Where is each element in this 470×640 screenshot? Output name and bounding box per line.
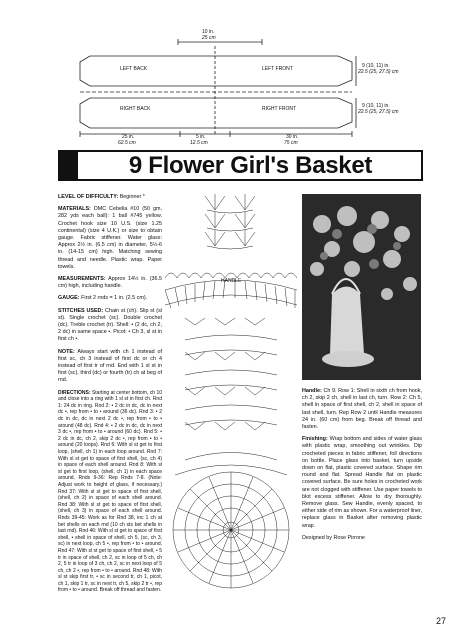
finishing-text: Wrap bottom and sides of water glass with plastic wrap, smoothing out wrinkles. Dip crocheted pieces in fabric stiffener, foll directions on bottle. Place glass into basket, turn upside down on flat, plastic covered surface. Shape rim round and flat. Spread Handle flat on plastic covered surface. Be sure holes in crocheted work are not clogged with stiffener. Use paper towels to blot excess stiffener. Allow to dry thoroughly. Remove glass. Sew Handle, evenly spaced, to either side of rim as shown. For a waterproof liner, replace glass in Basket after removing plastic wrap. [302,436,422,529]
level-label: LEVEL OF DIFFICULTY: [58,194,119,200]
bottom-dim-1-in: 25 in. [122,134,135,140]
handle-section-label: Handle: [302,388,322,394]
right-front-label: RIGHT FRONT [262,106,297,112]
note-paragraph [58,349,162,385]
right-dim-2-in: 9 (10, 11) in. [362,103,390,109]
bottom-dim-2-in: 5 in. [196,134,206,140]
bottom-dim-3-cm: 75 cm [284,140,298,146]
materials-label: MATERIALS: [58,206,91,213]
page-number: 27 [436,616,447,626]
finishing-label: Finishing: [302,436,328,443]
left-back-label: LEFT BACK [120,66,148,72]
level-value: Beginner * [119,194,145,200]
bottom-dim-2-cm: 12.5 cm [190,140,208,146]
crochet-chart [165,190,297,630]
basket-photo [302,194,421,380]
garment-schematic [0,0,470,148]
gauge-label: GAUGE: [58,295,80,302]
measurements-label: MEASUREMENTS: [58,276,106,283]
finishing-paragraph [302,436,422,530]
directions-label: DIRECTIONS: [58,389,91,396]
stitches-paragraph [58,308,162,344]
page-title: 9 Flower Girl's Basket [128,152,373,179]
stitches-text: Chain st (ch). Slip st (sl st). Single crochet (sc). Double crochet (dc). Treble crochet (tr). Shell: • (2 dc, ch 2, 2 dc) in same space •. Picot: • Ch 3, sl st in first ch •. [58,307,162,343]
bottom-dim-3-in: 30 in. [286,134,299,140]
directions-text: Starting at center bottom, ch 10 and close into a ring with 1 sl st in first ch. Rnd 1: 24 dc in ring. Rnd 2: • 2 dc in dc, dc in next dc •, rep from • to • around (36 dc). Rnd 3: • 2 dc in dc, dc in next 2 dc •, rep from • to • around (48 dc). Rnd 4: • 2 dc in dc, dc in next 3 dc •, rep from • to • around (60 dc). Rnd 5: • 2 dc in dc, ch 2, skip 2 dc •, rep from • to • around (20 loops). Rnd 6: With sl st get to first loop, (shell, ch 1) in each loop around. Rnd 7: With sl st get to space of first shell, (sc, ch 4) in space of each shell around. Rnd 8: With sl st get to first loop, (shell, ch 1) in each space around. Rnds 9-36: Rep Rnds 7-8. (Note: Adjust work to height of glass, if necessary.) Rnd 37: With sl st get to space of first shell, (shell, ch 2) in space of each shell around. Rnd 38: With sl st get to space of first shell, (shell, ch 3) in space of each shell around. Rnds 39-45: Work as for Rnd 38, inc 1 ch at bet shells on each rnd (10 ch sts bet shells in last rnd). Rnd 46: With sl st get to space of first shell, • shell in space of shell, ch 5, (sc, ch 3, sc) in next loop, ch 5 •, rep from • to • around. Rnd 47: With sl st get to space of first shell, • 5 tr in space of shell, ch 2, sc in loop of 5 ch, ch 2, 5 tr in loop of 3 ch, ch 2, sc in next loop of 5 ch, ch 2 •, rep from • to • around. Rnd 48: With sl st skip first tr, • sc in second tr, ch 1, picot, ch 1, skip 1 tr, sc in next tr, ch 5, skip 2 tr •, rep from • to • around. Break off thread and fasten. [58,389,163,594]
bottom-dim-1-cm: 62.5 cm [118,140,136,146]
title-bar [60,152,78,179]
right-dim-1-cm: 22.5 (25, 27.5) cm [358,69,399,75]
right-dim-2-cm: 22.5 (25, 27.5) cm [358,109,399,115]
level-paragraph [58,194,162,201]
right-column [302,388,422,547]
right-dim-1-in: 9 (10, 11) in. [362,63,390,69]
gauge-paragraph [58,295,162,302]
measurements-paragraph [58,276,162,290]
note-label: NOTE: [58,348,75,355]
top-dim-cm: 25 cm [202,35,216,41]
top-dim-in: 10 in. [202,29,215,35]
materials-paragraph [58,206,162,271]
left-front-label: LEFT FRONT [262,66,293,72]
schematic-lines [0,0,470,148]
directions-paragraph [58,390,162,594]
gauge-text: First 2 rnds = 1 in. (2.5 cm). [81,295,148,302]
handle-text: Ch 9. Row 1: Shell in sixth ch from hook, ch 2, skip 2 ch, shell in last ch, turn. Row 2: Ch 5, shell in space of first shell, ch 2, shell in space of last shell, turn. Rep Row 2 until Handle measures 24 in. (60 cm) from beg. Break off thread and fasten. [302,388,423,431]
measurements-text: Approx 14½ in. (36.5 cm) high, including handle. [58,276,162,290]
handle-paragraph [302,388,422,431]
handle-label: HANDLE [221,278,242,284]
flower-basket-image [302,194,421,380]
right-back-label: RIGHT BACK [120,106,151,112]
materials-text: DMC Cebelia #10 (50 gm, 282 yds each ball): 1 ball #745 yellow. Crochet hook size 10 U.S. (size 1.25 continental) (size 4 U.K.) or size to obtain gauge. Fabric stiffener. Water glass: Approx 2½ in. (6.5 cm) in diameter, 5½-6 in. (14-15 cm) high. Matching sewing thread and needle. Plastic wrap. Paper towels. [58,206,162,270]
designer-credit: Designed by Rose Pirrone [302,534,365,541]
note-text: Always start with ch 1 instead of first sc, ch 3 instead of first dc or ch 4 instead of first tr of rnd. End with 1 sl st in first (sc), third (dc) or fourth (tr) ch at beg of rnd. [58,348,162,384]
title-box [58,150,423,181]
crochet-chart-drawing [165,190,297,630]
left-column [58,194,162,599]
stitches-label: STITCHES USED: [58,307,104,314]
